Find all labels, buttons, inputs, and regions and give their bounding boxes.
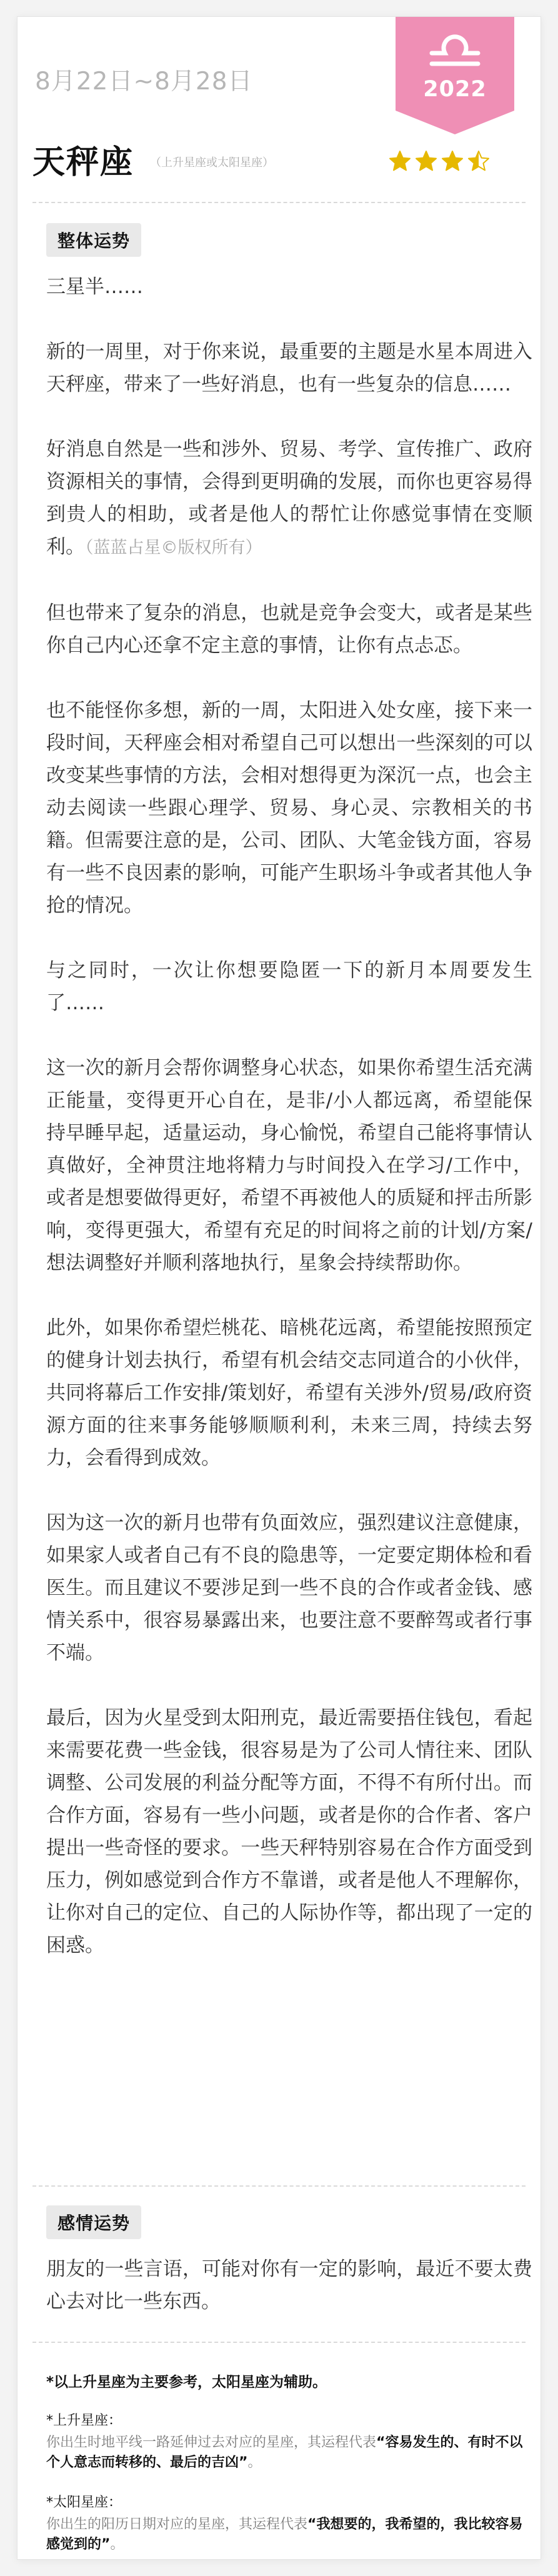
sun-title: *太阳星座：: [46, 2495, 122, 2510]
rising-description: [46, 2433, 534, 2473]
date-range: 8月22日~8月28日: [35, 67, 253, 96]
star-full-icon: [415, 150, 437, 172]
overall-paragraph: 三星半……: [46, 276, 143, 298]
rising-desc-text: 你出生时地平线一路延伸过去对应的星座，其运程代表: [46, 2435, 377, 2450]
overall-tag: 整体运势: [46, 223, 141, 257]
footer-main-note: *以上升星座为主要参考，太阳星座为辅助。: [46, 2374, 327, 2390]
overall-paragraph: 新的一周里，对于你来说，最重要的主题是水星本周进入天秤座，带来了一些好消息，也有一些复杂的信息……: [46, 341, 532, 396]
overall-body: [46, 271, 532, 1962]
sign-note: （上升星座或太阳星座）: [150, 156, 274, 169]
overall-paragraph: 与之同时，一次让你想要隐匿一下的新月本周要发生了……: [46, 959, 532, 1014]
love-tag: 感情运势: [46, 2205, 141, 2239]
overall-divider: [32, 2185, 526, 2187]
rising-desc-emphasis: “容易发生的、有时不以个人意志而转移的、最后的吉凶”: [46, 2435, 523, 2470]
footer-notes: [46, 2370, 534, 2555]
love-divider: [32, 2342, 526, 2343]
header-divider: [32, 202, 526, 203]
badge-shape: [396, 17, 514, 134]
rising-title: *上升星座：: [46, 2413, 122, 2429]
sign-name: 天秤座: [32, 144, 134, 181]
overall-paragraph: 因为这一次的新月也带有负面效应，强烈建议注意健康，如果家人或者自己有不良的隐患等，一定要定期体检和看医生。而且建议不要涉足到一些不良的合作或者金钱、感情关系中，很容易暴露出来，也要注意不要醉驾或者行事不端。: [46, 1512, 532, 1664]
overall-paragraph: 也不能怪你多想，新的一周，太阳进入处女座，接下来一段时间，天秤座会相对希望自己可以想出一些深刻的可以改变某些事情的方法，会相对想得更为深沉一点，也会主动去阅读一些跟心理学、贸易、身心灵、宗教相关的书籍。但需要注意的是，公司、团队、大笔金钱方面，容易有一些不良因素的影响，可能产生职场斗争或者其他人争抢的情况。: [46, 699, 532, 917]
overall-paragraph: 此外，如果你希望烂桃花、暗桃花远离，希望能按照预定的健身计划去执行，希望有机会结交志同道合的小伙伴，共同将幕后工作安排/策划好，希望有关涉外/贸易/政府资源方面的往来事务能够顺顺利利，未来三周，持续去努力，会看得到成效。: [46, 1317, 532, 1469]
rating-stars: [389, 150, 490, 172]
badge-year: 2022: [423, 77, 487, 102]
overall-paragraph: 但也带来了复杂的消息，也就是竞争会变大，或者是某些你自己内心还拿不定主意的事情，让你有点忐忑。: [46, 602, 532, 657]
horoscope-card: [17, 16, 541, 2560]
overall-section: [46, 223, 532, 1962]
sun-description: [46, 2515, 534, 2555]
sun-desc-emphasis: “我想要的，我希望的，我比较容易感觉到的”: [46, 2517, 523, 2552]
overall-paragraph: [46, 433, 532, 564]
overall-paragraph: 最后，因为火星受到太阳刑克，最近需要捂住钱包，看起来需要花费一些金钱，很容易是为了公司人情往来、团队调整、公司发展的利益分配等方面，不得不有所付出。而合作方面，容易有一些小问题，或者是你的合作者、客户提出一些奇怪的要求。一些天秤特别容易在合作方面受到压力，例如感觉到合作方不靠谱，或者是他人不理解你，让你对自己的定位、自己的人际协作等，都出现了一定的困惑。: [46, 1707, 532, 1957]
rising-desc-end: 。: [247, 2455, 262, 2470]
overall-paragraph: 这一次的新月会帮你调整身心状态，如果你希望生活充满正能量，变得更开心自在，是非/小人都远离，希望能保持早睡早起，适量运动，身心愉悦，希望自己能将事情认真做好，全神贯注地将精力与时间投入在学习/工作中，或者是想要做得更好，希望不再被他人的质疑和抨击所影响，变得更强大，希望有充足的时间将之前的计划/方案/想法调整好并顺利落地执行，星象会持续帮助你。: [46, 1057, 532, 1274]
love-text: 朋友的一些言语，可能对你有一定的影响，最近不要太费心去对比一些东西。: [46, 2258, 532, 2313]
sun-desc-text: 你出生的阳历日期对应的星座，其运程代表: [46, 2517, 308, 2532]
copyright-note: （蓝蓝占星©版权所有）: [85, 538, 262, 557]
star-full-icon: [389, 150, 411, 172]
overall-paragraph-text: 好消息自然是一些和涉外、贸易、考学、宣传推广、政府资源相关的事情，会得到更明确的发展，而你也更容易得到贵人的相助，或者是他人的帮忙让你感觉事情在变顺利。: [46, 438, 532, 558]
star-full-icon: [441, 150, 464, 172]
love-section: [46, 2205, 532, 2318]
year-badge: [396, 17, 514, 134]
star-half-icon: [467, 150, 490, 172]
sun-desc-end: 。: [110, 2537, 124, 2552]
